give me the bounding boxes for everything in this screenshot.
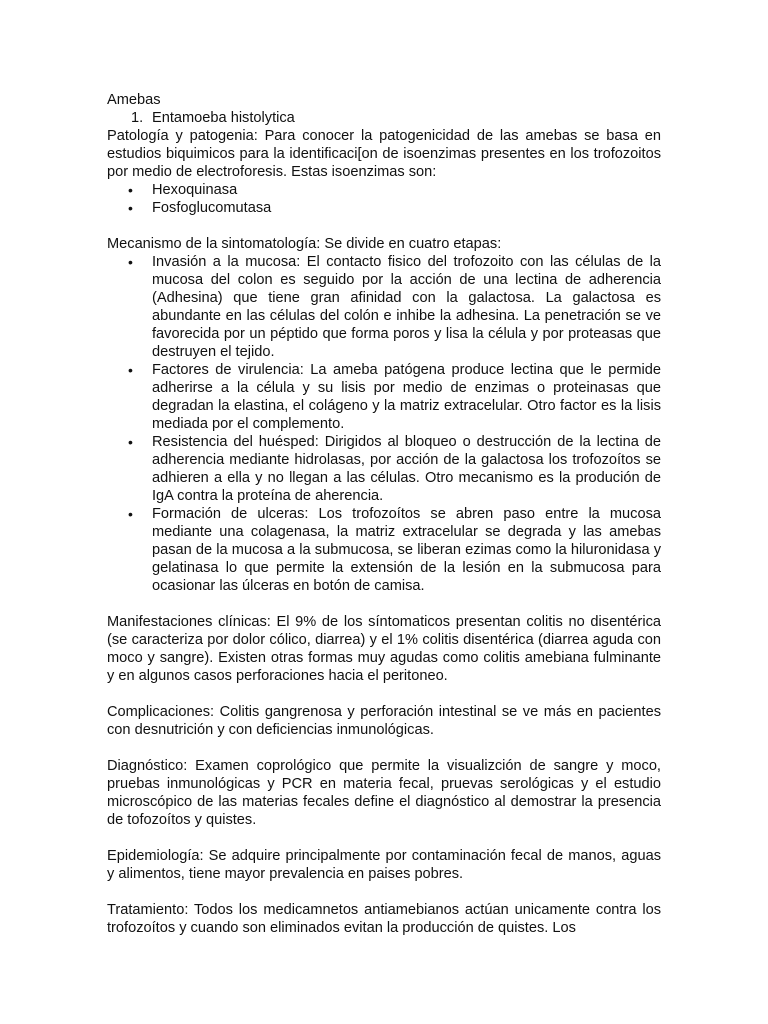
epidemiologia-paragraph: Epidemiología: Se adquire principalmente por contaminación fecal de manos, aguas y alimentos, tiene mayor prevalencia en paises pobres. <box>107 848 661 882</box>
stage-item <box>107 253 661 361</box>
stage-item <box>107 361 661 433</box>
bullet-icon: • <box>128 254 133 270</box>
isoenzyme-label: Hexoquinasa <box>152 182 238 198</box>
manifestaciones-paragraph: Manifestaciones clínicas: El 9% de los síntomaticos presentan colitis no disentérica (se caracteriza por dolor cólico, diarrea) y el 1% colitis disentérica (diarrea aguda con moco y sangre). Existen otras formas muy agudas como colitis amebiana fulminante y en algunos casos perforaciones hacia el peritoneo. <box>107 614 661 684</box>
paragraph-spacer <box>107 829 661 847</box>
stage-list <box>107 253 661 595</box>
paragraph-spacer <box>107 739 661 757</box>
stage-item <box>107 505 661 595</box>
stage-text: Formación de ulceras: Los trofozoítos se abren paso entre la mucosa mediante una colagenasa, la matriz extracelular se degrada y las amebas pasan de la mucosa a la submucosa, se liberan ezimas como la hiluronidasa y gelatinasa lo que permite la extensión de la lesión en la submucosa para ocasionar las úlceras en botón de camisa. <box>152 506 661 594</box>
stage-item <box>107 433 661 505</box>
list-number: 1. <box>131 110 144 126</box>
document-title: Amebas <box>107 92 161 108</box>
organism-name: Entamoeba histolytica <box>152 110 295 126</box>
paragraph-spacer <box>107 883 661 901</box>
paragraph-spacer <box>107 217 661 235</box>
bullet-icon: • <box>128 506 133 522</box>
bullet-icon: • <box>128 434 133 450</box>
tratamiento-paragraph: Tratamiento: Todos los medicamnetos antiamebianos actúan unicamente contra los trofozoítos y cuando son eliminados evitan la producción de quistes. Los <box>107 902 661 936</box>
isoenzyme-item <box>107 181 661 199</box>
document-page <box>107 91 661 937</box>
isoenzyme-label: Fosfoglucomutasa <box>152 200 272 216</box>
diagnostico-paragraph: Diagnóstico: Examen coprológico que permite la visualizción de sangre y moco, pruebas inmunológicas y PCR en materia fecal, pruevas serológicas y el estudio microscópico de las materias fecales define el diagnóstico al demostrar la presencia de tofozoítos y quistes. <box>107 758 661 828</box>
stage-text: Factores de virulencia: La ameba patógena produce lectina que le permide adherirse a la célula y su lisis por medio de enzimas o proteinasas que degradan la elastina, el colágeno y la matriz extracelular. Otro factor es la lisis mediada por el complemento. <box>152 362 661 432</box>
organism-list-item <box>107 109 661 127</box>
bullet-icon: • <box>128 362 133 378</box>
isoenzyme-item <box>107 199 661 217</box>
mecanismo-heading: Mecanismo de la sintomatología: Se divide en cuatro etapas: <box>107 236 502 252</box>
isoenzyme-list <box>107 181 661 217</box>
stage-text: Invasión a la mucosa: El contacto fisico del trofozoito con las células de la mucosa del colon es seguido por la acción de una lectina de adherencia (Adhesina) que tiene gran afinidad con la galactosa. La galactosa es abundante en las células del colón e inhibe la adhesina. La penetración se ve favorecida por un péptido que forma poros y lisa la célula y por proteasas que destruyen el tejido. <box>152 254 661 360</box>
bullet-icon: • <box>128 182 133 198</box>
patologia-paragraph: Patología y patogenia: Para conocer la patogenicidad de las amebas se basa en estudios biquimicos para la identificaci[on de isoenzimas presentes en los trofozoitos por medio de electroforesis. Estas isoenzimas son: <box>107 128 661 180</box>
organism-list <box>107 109 661 127</box>
bullet-icon: • <box>128 200 133 216</box>
paragraph-spacer <box>107 685 661 703</box>
complicaciones-paragraph: Complicaciones: Colitis gangrenosa y perforación intestinal se ve más en pacientes con desnutrición y con deficiencias inmunológicas. <box>107 704 661 738</box>
stage-text: Resistencia del huésped: Dirigidos al bloqueo o destrucción de la lectina de adherencia mediante hidrolasas, por acción de la galactosa los trofozoítos se adhieren a ella y no llegan a las células. Otro mecanismo es la produción de IgA contra la proteína de aherencia. <box>152 434 661 504</box>
paragraph-spacer <box>107 595 661 613</box>
